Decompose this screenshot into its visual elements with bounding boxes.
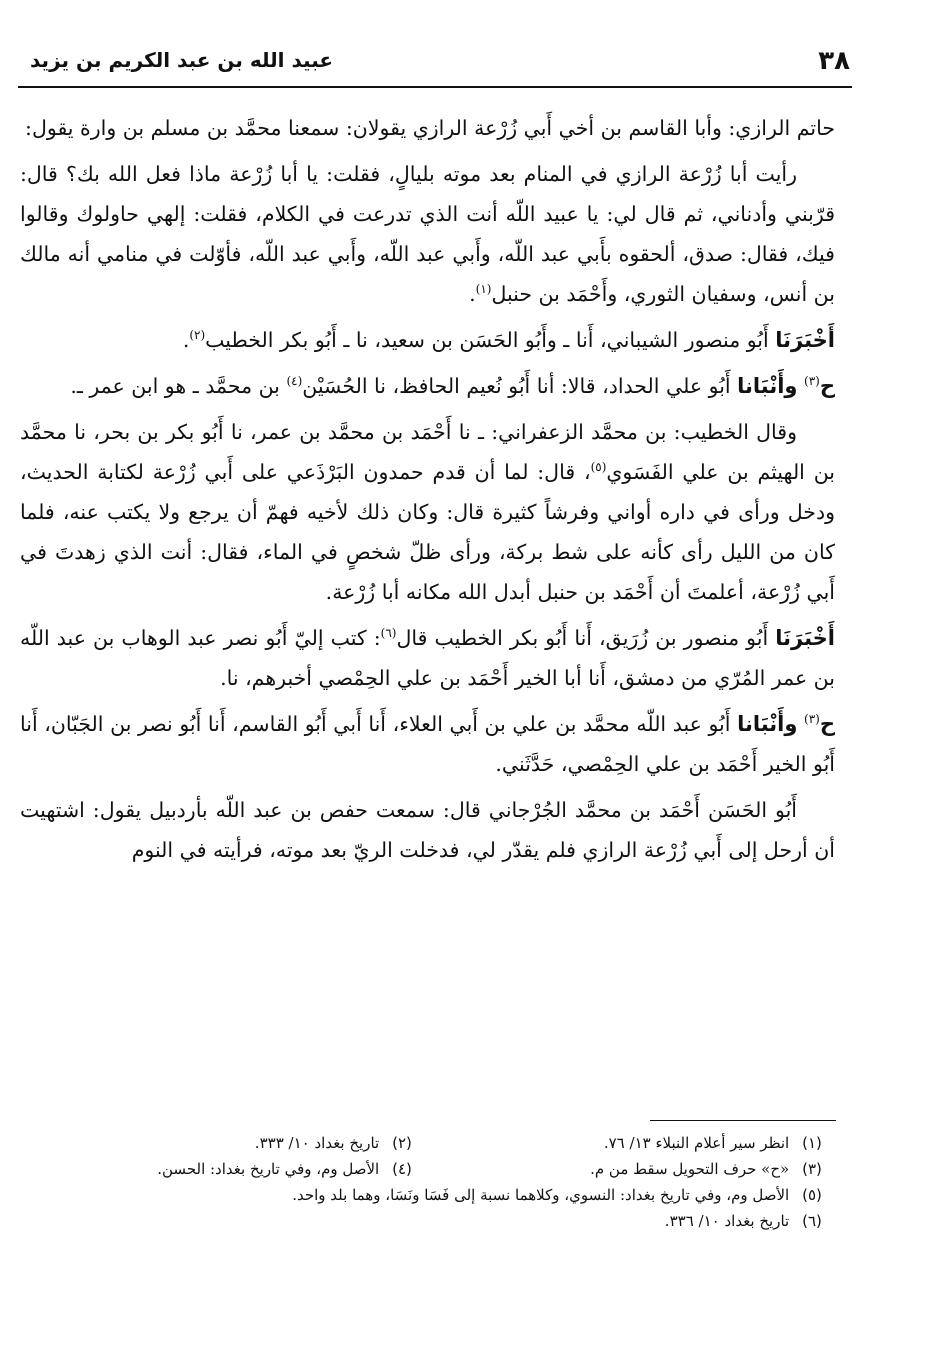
paragraph-2: [20, 154, 835, 314]
paragraph-text: أَبُو علي الحداد، قالا: أنا أَبُو نُعيم الحافظ، نا الحُسَيْن: [302, 374, 731, 398]
paragraph-5: [20, 412, 835, 612]
footnote-ref: (٦): [380, 626, 397, 641]
footnote-row: [30, 1182, 830, 1208]
footnote-ref: (٣): [804, 712, 820, 727]
footnote-text: الأصل وم، وفي تاريخ بغداد: الحسن.: [157, 1160, 380, 1178]
header-rule: [18, 86, 852, 88]
footnote-text: «ح» حرف التحويل سقط من م.: [590, 1160, 790, 1178]
footnote-ref: (٣): [804, 374, 820, 389]
paragraph-4: [20, 366, 835, 406]
paragraph-text: .: [469, 282, 476, 306]
paragraph-8: [20, 790, 835, 870]
paragraph-6: [20, 618, 835, 698]
paragraph-text: أَبُو عبد اللّه محمَّد بن علي بن أَبي العلاء، أَنا أَبي أَبُو القاسم، أَنا أَبُو نصر بن الجَبّان، أَنا أَبُو الخير أَحْمَد بن علي الحِمْصي، حَدَّثَني.: [20, 712, 835, 776]
tahwil-mark: ح: [819, 712, 835, 736]
footnote-6: [665, 1208, 830, 1234]
main-text: [20, 108, 835, 876]
footnote-1: [420, 1130, 830, 1156]
running-title: عبيد الله بن عبد الكريم بن يزيد: [30, 48, 334, 72]
paragraph-text: ، قال: لما أن قدم حمدون البَرْذَعي على أَبي زُرْعة لكتابة الحديث، ودخل ورأى في داره أواني وفرشاً كثيرة قال: وكان ذلك لأخيه فهمّ أن يرجع ولا يكتب عنه، فلما كان من الليل رأى كأنه على شط بركة، ورأى ظلّ شخصٍ في الماء، فقال: أنت الذي زهدتَ في أَبي زُرْعة، أعلمتَ أن أَحْمَد بن حنبل أبدل الله مكانه أبا زُرْعة.: [20, 460, 835, 604]
isnad-keyword: وأَنْبَانا: [737, 712, 798, 736]
footnote-rule: [650, 1120, 836, 1121]
tahwil-mark: ح: [819, 374, 835, 398]
footnote-text: الأصل وم، وفي تاريخ بغداد: النسوي، وكلاهما نسبة إلى فَسَا ونَسَا، وهما بلد واحد.: [292, 1186, 790, 1204]
footnote-5: [292, 1182, 830, 1208]
paragraph-text: وقال الخطيب: بن محمَّد الزعفراني: ـ نا أَحْمَد بن محمَّد بن عمر، نا أَبُو بكر بن بحر، نا محمَّد بن الهيثم بن علي الفَسَوي: [20, 420, 836, 484]
footnote-row: [30, 1208, 830, 1234]
footnote-number: (١): [802, 1134, 822, 1152]
footnote-number: (٥): [802, 1186, 822, 1204]
footnote-text: انظر سير أعلام النبلاء ١٣/ ٧٦.: [603, 1134, 790, 1152]
paragraph-text: أَبُو الحَسَن أَحْمَد بن محمَّد الجُرْجاني قال: سمعت حفص بن عبد اللّه بأردبيل يقول: اشتهيت أن أرحل إلى أَبي زُرْعة الرازي فلم يقدّر لي، فدخلت الريّ بعد موته، فرأيته في النوم: [20, 798, 835, 862]
footnotes: [30, 1130, 830, 1234]
footnote-ref: (٥): [590, 460, 607, 475]
footnote-number: (٤): [392, 1160, 412, 1178]
paragraph-1: [20, 108, 835, 148]
footnote-number: (٢): [392, 1134, 412, 1152]
footnote-text: تاريخ بغداد ١٠/ ٣٣٣.: [254, 1134, 380, 1152]
footnote-number: (٦): [802, 1212, 822, 1230]
footnote-4: [10, 1156, 420, 1182]
page-number: ٣٨: [818, 46, 850, 76]
paragraph-3: [20, 320, 835, 360]
footnote-row: [30, 1130, 830, 1156]
footnote-ref: (٤): [286, 374, 303, 389]
isnad-keyword: أَخْبَرَنَا: [775, 626, 836, 650]
paragraph-7: [20, 704, 835, 784]
page-header: [30, 40, 850, 80]
paragraph-text: أَبُو منصور الشيباني، أَنا ـ وأَبُو الحَسَن بن سعيد، نا ـ أَبُو بكر الخطيب: [205, 328, 769, 352]
paragraph-text: : كتب إليّ أَبُو نصر عبد الوهاب بن عبد اللّه بن عمر المُرّي من دمشق، أَنا أبا الخير أَحْمَد بن علي الحِمْصي أخبرهم، نا.: [20, 626, 835, 690]
paragraph-text: رأيت أبا زُرْعة الرازي في المنام بعد موته بليالٍ، فقلت: يا أبا زُرْعة ماذا فعل الله بك؟ قال: قرّبني وأدناني، ثم قال لي: يا عبيد اللّه أنت الذي تدرعت في الكلام، فقلت: إلهي حاولوك وقالوا فيك، فقال: صدق، ألحقوه بأَبي عبد اللّه، وأَبي عبد اللّه، وأَبي عبد اللّه، فأوّلت في منامي أنه مالك بن أنس، وسفيان الثوري، وأَحْمَد بن حنبل: [20, 162, 835, 306]
paragraph-text: أَبُو منصور بن زُرَيق، أَنا أَبُو بكر الخطيب قال: [396, 626, 769, 650]
paragraph-text: حاتم الرازي: وأبا القاسم بن أخي أَبي زُرْعة الرازي يقولان: سمعنا محمَّد بن مسلم بن وارة يقول:: [25, 116, 835, 140]
footnote-ref: (٢): [189, 328, 206, 343]
footnote-ref: (١): [475, 282, 492, 297]
footnote-2: [10, 1130, 420, 1156]
isnad-keyword: وأَنْبَانا: [737, 374, 798, 398]
footnote-number: (٣): [802, 1160, 822, 1178]
footnote-row: [30, 1156, 830, 1182]
paragraph-text: بن محمَّد ـ هو ابن عمر ـ.: [70, 374, 280, 398]
isnad-keyword: أَخْبَرَنَا: [775, 328, 835, 352]
paragraph-text: .: [182, 328, 190, 352]
footnote-3: [420, 1156, 830, 1182]
footnote-text: تاريخ بغداد ١٠/ ٣٣٦.: [664, 1212, 790, 1230]
